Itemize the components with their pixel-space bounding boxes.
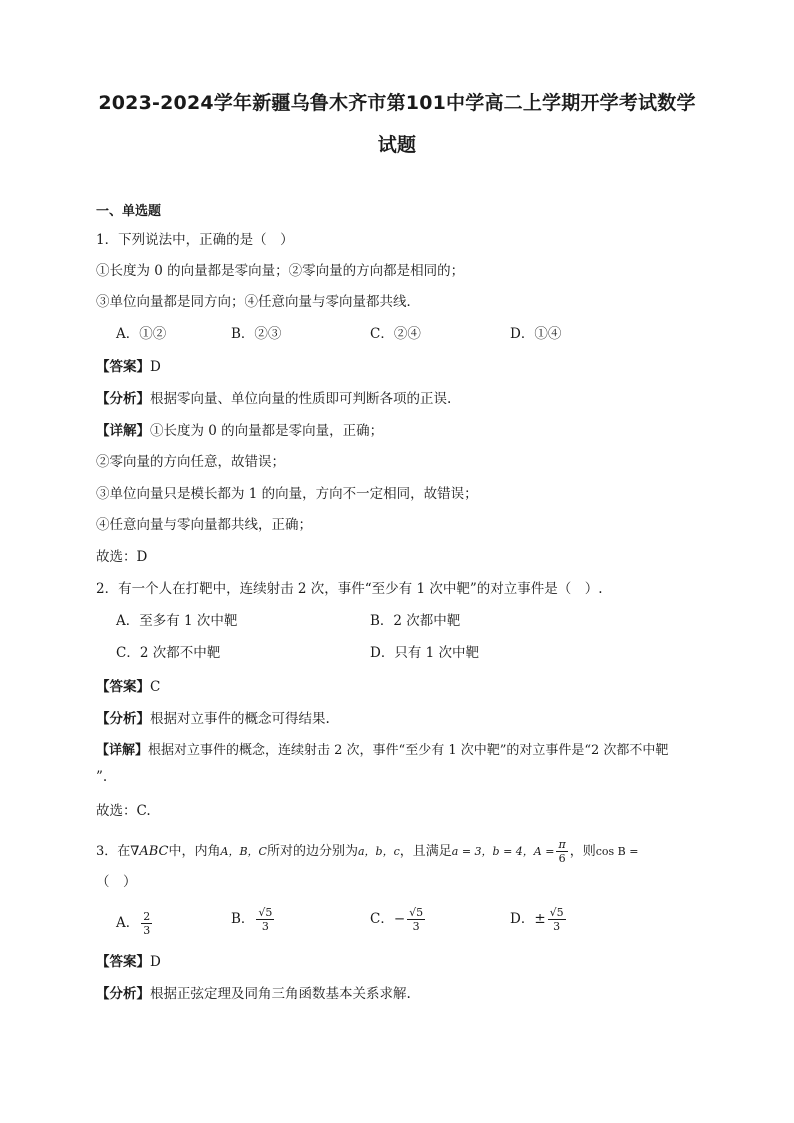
q1-detail-2: ②零向量的方向任意，故错误； <box>96 454 285 470</box>
analysis-text: 根据零向量、单位向量的性质即可判断各项的正误. <box>150 391 452 407</box>
page-title: 2023-2024学年新疆乌鲁木齐市第101中学高二上学期开学考试数学 <box>98 92 696 114</box>
q1-option-d: D．①④ <box>510 326 562 342</box>
option-label: C．− <box>370 911 406 927</box>
fraction-numerator: √5 <box>409 906 424 919</box>
q3-stem-text: 中，内角 <box>168 844 221 859</box>
analysis-text: 根据对立事件的概念可得结果. <box>150 711 330 727</box>
q3-triangle: ABC <box>139 844 169 859</box>
q1-detail-4: ④任意向量与零向量都共线，正确； <box>96 517 312 533</box>
option-fraction <box>141 910 152 937</box>
q2-stem: 2．有一个人在打靶中，连续射击 2 次，事件“至少有 1 次中靶”的对立事件是（ ）. <box>96 581 603 597</box>
q3-stem-text-4: ，则 <box>569 844 596 859</box>
q1-option-c: C．②④ <box>370 326 421 342</box>
answer-tag: 【答案】 <box>96 954 150 970</box>
q2-detail <box>96 742 668 760</box>
q3-option-c <box>370 906 427 933</box>
q1-answer <box>96 358 161 376</box>
q1-detail-3: ③单位向量只是模长都为 1 的向量，方向不一定相同，故错误； <box>96 486 478 502</box>
answer-tag: 【答案】 <box>96 359 150 375</box>
detail-text: 根据对立事件的概念，连续射击 2 次，事件“至少有 1 次中靶”的对立事件是“2 次都不中靶 <box>148 743 669 758</box>
option-fraction <box>548 906 566 933</box>
q3-answer <box>96 953 161 971</box>
page-title-line2: 试题 <box>377 134 417 156</box>
answer-value: D <box>150 359 161 375</box>
q1-statement-1: ①长度为 0 的向量都是零向量；②零向量的方向都是相同的； <box>96 263 465 279</box>
q2-option-b: B．2 次都中靶 <box>370 613 461 629</box>
option-label: A． <box>116 915 140 931</box>
q1-statement-2: ③单位向量都是同方向；④任意向量与零向量都共线． <box>96 294 420 310</box>
fraction-numerator: 2 <box>143 910 151 923</box>
fraction-numerator: π <box>558 838 566 851</box>
option-fraction <box>256 906 274 933</box>
q3-stem <box>96 838 638 865</box>
fraction-denominator: 3 <box>412 920 420 933</box>
answer-tag: 【答案】 <box>96 679 150 695</box>
q1-option-a: A．①② <box>116 326 167 342</box>
q2-option-d: D．只有 1 次中靶 <box>370 645 479 661</box>
q3-angles: A，B，C <box>220 845 267 858</box>
fraction-numerator: √5 <box>258 906 273 919</box>
answer-value: C <box>150 679 161 695</box>
q1-detail <box>96 422 383 440</box>
analysis-tag: 【分析】 <box>96 986 150 1002</box>
q1-analysis <box>96 390 451 408</box>
q3-angle-fraction <box>556 838 567 865</box>
q2-option-a: A．至多有 1 次中靶 <box>116 613 238 629</box>
q3-analysis <box>96 985 411 1003</box>
q3-sides: a，b，c <box>357 845 400 858</box>
detail-tag: 【详解】 <box>96 423 150 439</box>
section-heading: 一、单选题 <box>96 204 162 219</box>
q2-option-c: C．2 次都不中靶 <box>116 645 221 661</box>
q3-stem-prefix: 3．在∇ <box>96 844 140 859</box>
q3-option-b <box>231 906 276 933</box>
option-fraction <box>407 906 425 933</box>
q2-detail-2: ”. <box>96 769 108 785</box>
q3-cos-b: cos B = <box>595 845 639 858</box>
analysis-text: 根据正弦定理及同角三角函数基本关系求解. <box>150 986 411 1002</box>
q3-option-d <box>510 906 568 933</box>
fraction-denominator: 3 <box>553 920 561 933</box>
q3-stem-text-2: 所对的边分别为 <box>266 844 358 859</box>
fraction-denominator: 3 <box>261 920 269 933</box>
analysis-tag: 【分析】 <box>96 391 150 407</box>
q3-paren: （ ） <box>96 874 137 890</box>
q3-conditions: a = 3，b = 4，A = <box>451 845 555 858</box>
option-label: D．± <box>510 911 546 927</box>
q2-analysis <box>96 710 330 728</box>
answer-value: D <box>150 954 161 970</box>
fraction-denominator: 3 <box>143 924 151 937</box>
fraction-numerator: √5 <box>549 906 564 919</box>
q1-choose: 故选：D <box>96 549 148 565</box>
analysis-tag: 【分析】 <box>96 711 150 727</box>
fraction-denominator: 6 <box>558 852 566 865</box>
option-label: B． <box>231 911 255 927</box>
q2-choose: 故选：C. <box>96 803 151 819</box>
q2-answer <box>96 678 160 696</box>
q3-stem-text-3: ，且满足 <box>399 844 452 859</box>
q1-option-b: B．②③ <box>231 326 282 342</box>
q1-stem: 1．下列说法中，正确的是（ ） <box>96 232 294 248</box>
q3-option-a <box>116 910 154 937</box>
detail-tag: 【详解】 <box>96 743 149 758</box>
detail-text: ①长度为 0 的向量都是零向量，正确； <box>150 423 384 439</box>
